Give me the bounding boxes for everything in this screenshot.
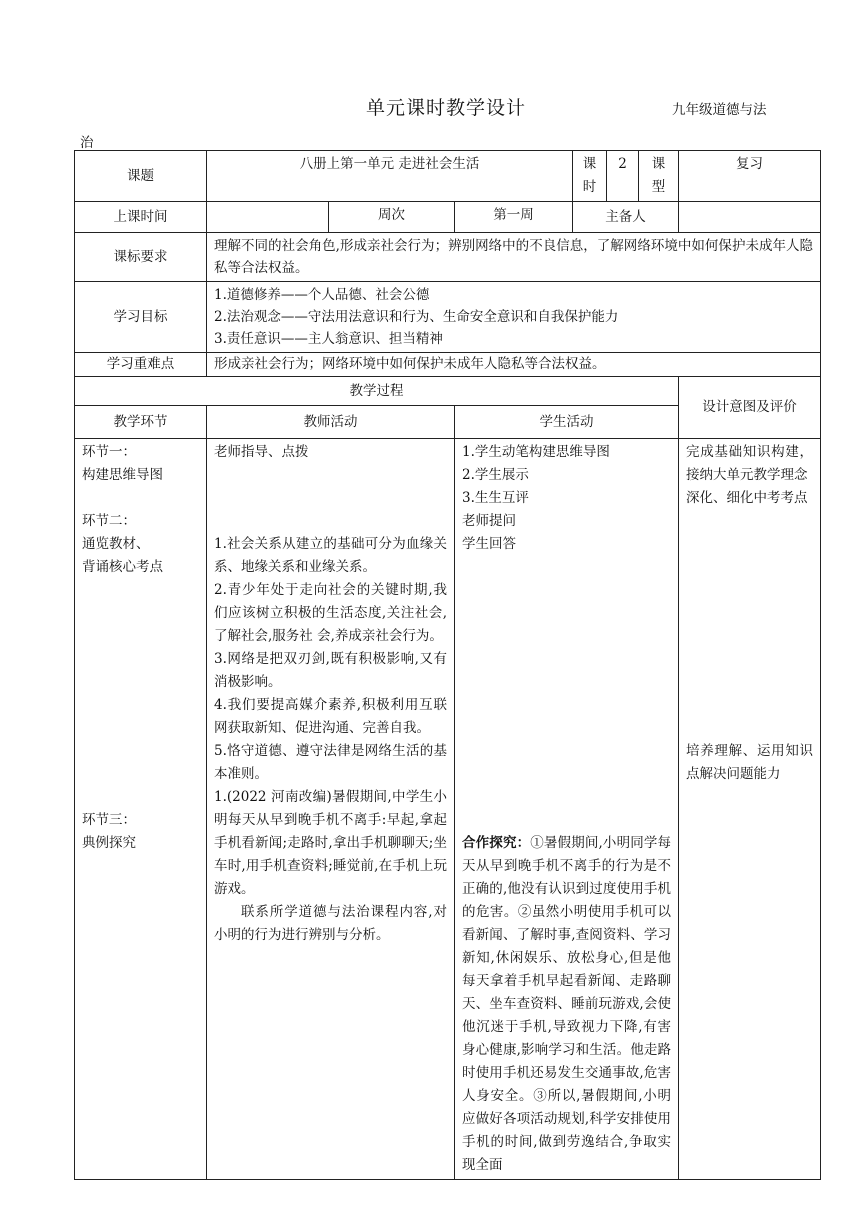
example-task: 联系所学道德与法治课程内容,对小明的行为进行辨别与分析。	[214, 904, 447, 943]
student-column	[455, 439, 679, 1180]
week-value: 第一周	[455, 202, 573, 233]
stage-2-name: 通览教材、	[82, 536, 150, 552]
goal-item: 2.法治观念——守法用法意识和行为、生命安全意识和自我保护能力	[214, 309, 619, 325]
student-activity-1: 1.学生动笔构建思维导图	[462, 444, 610, 460]
teacher-point-4: 4.我们要提高媒介素养,积极利用互联网获取新知、促进沟通、完善自我。	[214, 697, 447, 736]
goals-list	[207, 282, 821, 353]
type-value: 复习	[679, 151, 821, 202]
standard-row	[75, 233, 821, 282]
student-activity-3: 3.生生互评	[462, 490, 529, 506]
hours-label: 课时	[573, 151, 607, 202]
teacher-activity-1: 老师指导、点拨	[214, 444, 309, 460]
preparer-label: 主备人	[573, 202, 679, 233]
topic-value: 八册上第一单元 走进社会生活	[207, 151, 573, 202]
stage-1-title: 环节一：	[82, 444, 136, 460]
process-header: 教学过程	[75, 377, 679, 406]
hours-value: 2	[607, 151, 639, 202]
keypoints-value: 形成亲社会行为；网络环境中如何保护未成年人隐私等合法权益。	[207, 353, 821, 377]
design-header: 设计意图及评价	[679, 377, 821, 439]
week-label: 周次	[329, 202, 455, 233]
keypoints-label: 学习重难点	[75, 353, 207, 377]
design-note-2: 深化、细化中考考点	[686, 490, 808, 506]
student-activity-5: 学生回答	[462, 536, 516, 552]
cooperative-text: ①暑假期间,小明同学每天从早到晚手机不离手的行为是不正确的,他没有认识到过度使用手机的危害。②虽然小明使用手机可以看新闻、了解时事,查阅资料、学习新知,休闲娱乐、放松身心,但是他每天拿着手机早起看新闻、走路聊天、坐车查资料、睡前玩游戏,会使他沉迷于手机,导致视力下降,有害身心健康,影响学习和生活。他走路时使用手机还易发生交通事故,危害人身安全。③所以,暑假期间,小明应做好各项活动规划,科学安排使用手机的时间,做到劳逸结合,争取实现全面	[462, 835, 672, 1173]
col-stage-header: 教学环节	[75, 406, 207, 439]
standard-value: 理解不同的社会角色,形成亲社会行为；辨别网络中的不良信息，了解网络环境中如何保护未成年人隐私等合法权益。	[207, 233, 821, 282]
design-note-3: 培养理解、运用知识点解决问题能力	[686, 743, 814, 782]
stage-column	[75, 439, 207, 1180]
teacher-point-1: 1.社会关系从建立的基础可分为血缘关系、地缘关系和业缘关系。	[214, 536, 447, 575]
goals-row	[75, 282, 821, 353]
keypoints-row	[75, 353, 821, 377]
student-activity-4: 老师提问	[462, 513, 516, 529]
page-title: 单元课时教学设计	[366, 97, 527, 119]
stage-3-name: 典例探究	[82, 835, 136, 851]
grade-subject-label: 九年级道德与法	[672, 102, 767, 118]
stage-1-name: 构建思维导图	[82, 467, 163, 483]
teacher-column	[207, 439, 455, 1180]
teacher-point-5: 5.恪守道德、遵守法律是网络生活的基本准则。	[214, 743, 447, 782]
design-note-1: 完成基础知识构建，接纳大单元教学理念	[686, 444, 814, 483]
stage-2-title: 环节二：	[82, 513, 136, 529]
cooperative-answer	[462, 832, 671, 1177]
stage-3-title: 环节三：	[82, 812, 136, 828]
goal-item: 3.责任意识——主人翁意识、担当精神	[214, 331, 443, 347]
grade-subject-label-wrap: 治	[80, 135, 94, 151]
lesson-design-table	[74, 150, 821, 1180]
time-value	[207, 202, 329, 233]
type-label: 课型	[639, 151, 679, 202]
col-student-header: 学生活动	[455, 406, 679, 439]
goals-label: 学习目标	[75, 282, 207, 353]
topic-label: 课题	[75, 151, 207, 202]
process-body-row	[75, 439, 821, 1180]
design-column	[679, 439, 821, 1180]
col-teacher-header: 教师活动	[207, 406, 455, 439]
stage-2-name: 背诵核心考点	[82, 559, 163, 575]
goal-item: 1.道德修养——个人品德、社会公德	[214, 287, 430, 303]
example-question: 1.(2022 河南改编)暑假期间,中学生小明每天从早到晚手机不离手:早起,拿起手机看新闻;走路时,拿出手机聊聊天;坐车时,用手机查资料;睡觉前,在手机上玩游戏。	[214, 789, 447, 897]
student-activity-2: 2.学生展示	[462, 467, 529, 483]
process-header-row	[75, 377, 821, 406]
time-label: 上课时间	[75, 202, 207, 233]
teacher-point-2: 2.青少年处于走向社会的关键时期,我们应该树立积极的生活态度,关注社会,了解社会,服务社 会,养成亲社会行为。	[214, 582, 447, 644]
teacher-point-3: 3.网络是把双刃剑,既有积极影响,又有消极影响。	[214, 651, 447, 690]
time-row	[75, 202, 821, 233]
preparer-value	[679, 202, 821, 233]
standard-label: 课标要求	[75, 233, 207, 282]
topic-row	[75, 151, 821, 202]
cooperative-label: 合作探究：	[462, 835, 531, 851]
